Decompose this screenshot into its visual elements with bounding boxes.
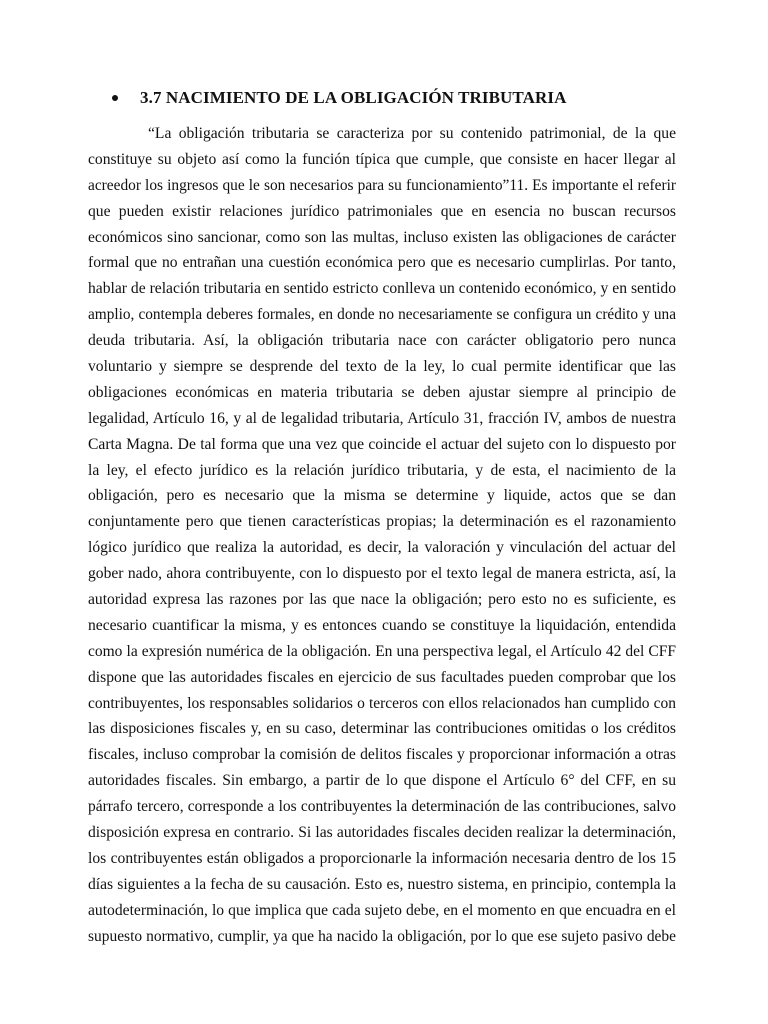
paragraph-line: lógico jurídico que realiza la autoridad, es decir, la valoración y vinculación del actuar del <box>88 539 676 557</box>
paragraph-line: deuda tributaria. Así, la obligación tributaria nace con carácter obligatorio pero nunca <box>88 332 676 350</box>
paragraph-line: supuesto normativo, cumplir, ya que ha nacido la obligación, por lo que ese sujeto pasivo debe <box>88 927 676 945</box>
paragraph-line: acreedor los ingresos que le son necesarios para su funcionamiento”11. Es importante el referir <box>88 176 676 194</box>
paragraph-line: gober nado, ahora contribuyente, con lo dispuesto por el texto legal de manera estricta, así, la <box>88 565 676 583</box>
paragraph-line: constituye su objeto así como la función típica que cumple, que consiste en hacer llegar al <box>88 150 676 168</box>
paragraph-line: disposición expresa en contrario. Si las autoridades fiscales deciden realizar la determinación, <box>88 824 676 842</box>
paragraph-line: las disposiciones fiscales y, en su caso, determinar las contribuciones omitidas o los créditos <box>88 720 676 738</box>
paragraph-line: voluntario y siempre se desprende del texto de la ley, lo cual permite identificar que las <box>88 358 676 376</box>
paragraph-line: que pueden existir relaciones jurídico patrimoniales que en esencia no buscan recursos <box>88 202 676 220</box>
paragraph-line: autodeterminación, lo que implica que cada sujeto debe, en el momento en que encuadra en el <box>88 901 676 919</box>
section-heading <box>112 86 566 110</box>
section-heading-text: 3.7 NACIMIENTO DE LA OBLIGACIÓN TRIBUTARIA <box>140 88 567 107</box>
paragraph-line: dispone que las autoridades fiscales en ejercicio de sus facultades pueden comprobar que los <box>88 668 676 686</box>
paragraph-line: obligación, pero es necesario que la misma se determine y liquide, actos que se dan <box>88 487 676 505</box>
paragraph-line: legalidad, Artículo 16, y al de legalidad tributaria, Artículo 31, fracción IV, ambos de nuestra <box>88 409 676 427</box>
paragraph-line: la ley, el efecto jurídico es la relación jurídico tributaria, y de esta, el nacimiento de la <box>88 461 676 479</box>
paragraph-line: autoridades fiscales. Sin embargo, a partir de lo que dispone el Artículo 6° del CFF, en su <box>88 772 676 790</box>
paragraph-line: los contribuyentes están obligados a proporcionarle la información necesaria dentro de los 15 <box>88 849 676 867</box>
paragraph-line: “La obligación tributaria se caracteriza por su contenido patrimonial, de la que <box>148 125 676 142</box>
paragraph-line: formal que no entrañan una cuestión económica pero que es necesario cumplirlas. Por tanto, <box>88 254 676 272</box>
paragraph-line: párrafo tercero, corresponde a los contribuyentes la determinación de las contribuciones, salvo <box>88 798 676 816</box>
paragraph-line: fiscales, incluso comprobar la comisión de delitos fiscales y proporcionar información a otras <box>88 746 676 764</box>
paragraph-line: conjuntamente pero que tienen características propias; la determinación es el razonamiento <box>88 513 676 531</box>
paragraph-line: contribuyentes, los responsables solidarios o terceros con ellos relacionados han cumplido con <box>88 694 676 712</box>
body-paragraph <box>88 121 676 950</box>
paragraph-line: como la expresión numérica de la obligación. En una perspectiva legal, el Artículo 42 del CFF <box>88 642 676 660</box>
paragraph-line: necesario cuantificar la misma, y es entonces cuando se constituye la liquidación, entendida <box>88 616 676 634</box>
paragraph-line: amplio, contempla deberes formales, en donde no necesariamente se configura un crédito y una <box>88 306 676 324</box>
paragraph-line: obligaciones económicas en materia tributaria se deben ajustar siempre al principio de <box>88 383 676 401</box>
paragraph-line: hablar de relación tributaria en sentido estricto conlleva un contenido económico, y en sentido <box>88 280 676 298</box>
paragraph-line: días siguientes a la fecha de su causación. Esto es, nuestro sistema, en principio, contempla la <box>88 875 676 893</box>
paragraph-line: económicos sino sancionar, como son las multas, incluso existen las obligaciones de carácter <box>88 228 676 246</box>
paragraph-line: Carta Magna. De tal forma que una vez que coincide el actuar del sujeto con lo dispuesto por <box>88 435 676 453</box>
bullet-icon <box>112 95 118 101</box>
paragraph-line: autoridad expresa las razones por las que nace la obligación; pero esto no es suficiente, es <box>88 591 676 609</box>
